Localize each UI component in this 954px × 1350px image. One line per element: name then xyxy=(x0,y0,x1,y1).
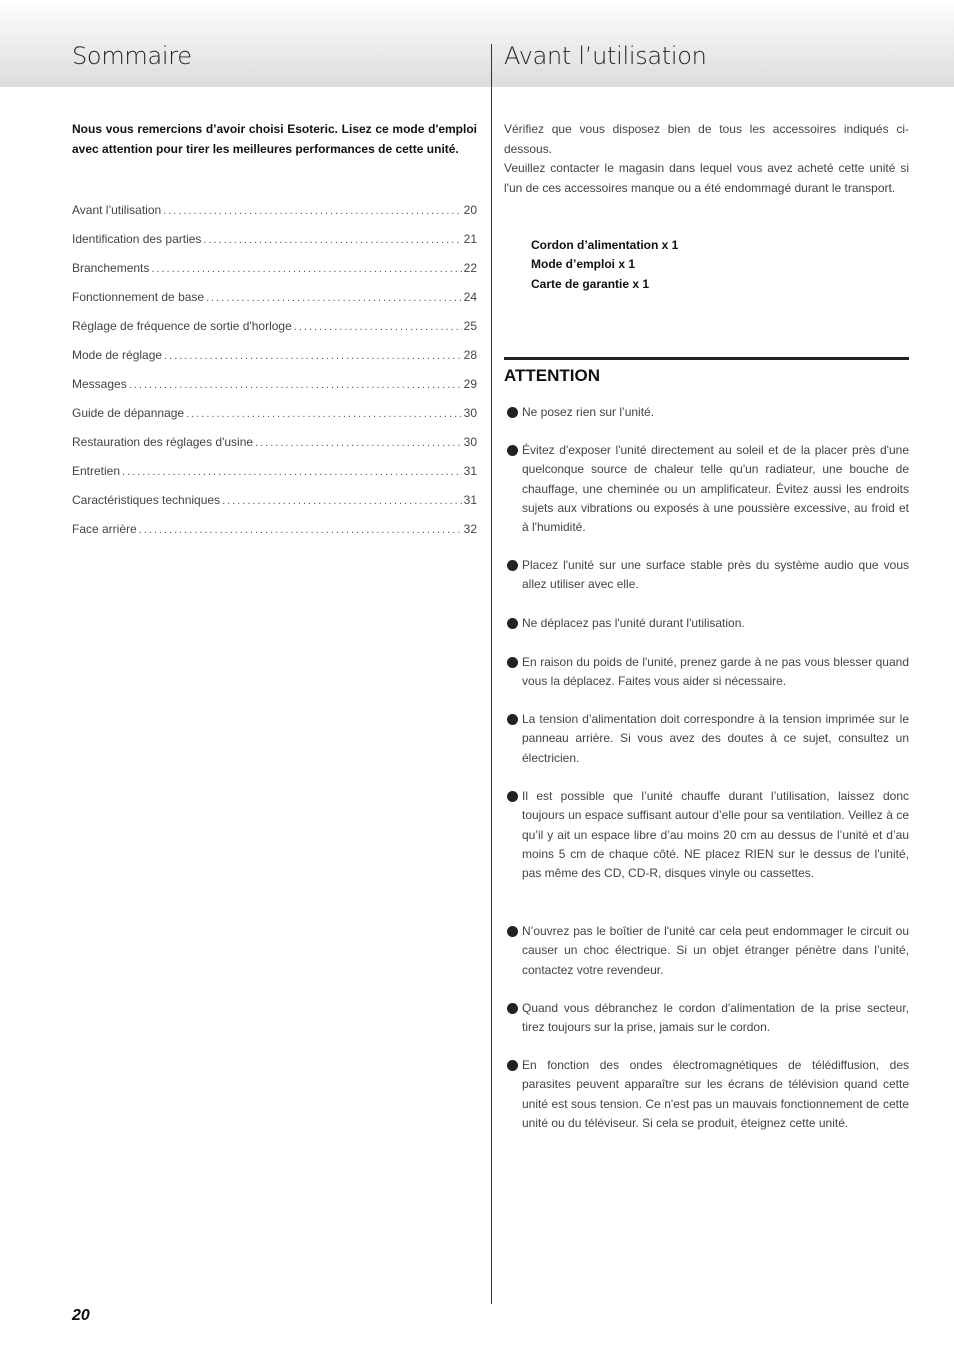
toc-label: Réglage de fréquence de sortie d'horloge xyxy=(72,319,292,333)
accessory-item: Carte de garantie x 1 xyxy=(531,276,650,291)
toc-label: Avant l’utilisation xyxy=(72,203,162,217)
toc-label: Fonctionnement de base xyxy=(72,290,205,304)
toc-entry-branchements[interactable] xyxy=(72,261,477,290)
toc-entry-identification[interactable] xyxy=(72,232,477,261)
toc-label: Caractéristiques techniques xyxy=(72,493,221,507)
attention-item xyxy=(504,787,909,883)
attention-item xyxy=(504,922,909,980)
bullet-icon xyxy=(507,1060,518,1071)
toc-page: 22 xyxy=(463,261,477,275)
attention-item-text: En fonction des ondes électromagnétiques de télédiffusion, des parasites peuvent apparaître sur les écrans de télévision quand cette unité est sous tension. Ce n'est pas un mauvais fonctionnement de cette unité ou du téléviseur. Si cela se produit, éteignez cette unité. xyxy=(522,1058,909,1130)
toc-leader xyxy=(294,321,462,333)
bullet-icon xyxy=(507,926,518,937)
intro-text: Nous vous remercions d’avoir choisi Esoteric. Lisez ce mode d'emploi avec attention pour tirer les meilleures performances de cette unité. xyxy=(72,122,477,156)
toc-entry-depannage[interactable] xyxy=(72,406,477,435)
toc-label: Guide de dépannage xyxy=(72,406,185,420)
toc-page: 31 xyxy=(463,464,477,478)
toc-page: 24 xyxy=(463,290,477,304)
attention-item xyxy=(504,556,909,595)
bullet-icon xyxy=(507,560,518,571)
toc-page: 30 xyxy=(463,435,477,449)
toc-entry-mode-reglage[interactable] xyxy=(72,348,477,377)
toc-title: Sommaire xyxy=(72,42,192,70)
attention-item-text: Ne posez rien sur l’unité. xyxy=(522,405,655,419)
toc-entry-reglage-frequence[interactable] xyxy=(72,319,477,348)
page-number: 20 xyxy=(72,1307,90,1324)
bullet-icon xyxy=(507,407,518,418)
attention-item-text: N’ouvrez pas le boîtier de l'unité car cela peut endommager le circuit ou causer un choc électrique. Si un objet étranger pénètre dans l’unité, contactez votre revendeur. xyxy=(522,924,909,977)
toc-entry-caracteristiques[interactable] xyxy=(72,493,477,522)
accessory-item: Cordon d’alimentation x 1 xyxy=(531,238,679,252)
toc-label: Identification des parties xyxy=(72,232,202,246)
toc-page: 30 xyxy=(463,406,477,420)
toc-leader xyxy=(203,234,461,246)
attention-item xyxy=(504,999,909,1038)
toc-page: 29 xyxy=(463,377,477,391)
toc-entry-entretien[interactable] xyxy=(72,464,477,493)
toc-page: 20 xyxy=(463,203,477,217)
attention-item-text: Placez l'unité sur une surface stable près du système audio que vous allez utiliser avec elle. xyxy=(522,558,909,592)
toc-leader xyxy=(222,495,462,507)
toc-entry-avant-utilisation[interactable] xyxy=(72,203,477,232)
accessories-contact-note: Veuillez contacter le magasin dans lequel vous avez acheté cette unité si l'un de ces accessoires manque ou a été endommagé durant le transport. xyxy=(504,161,909,195)
toc-entry-messages[interactable] xyxy=(72,377,477,406)
toc-label: Face arrière xyxy=(72,522,137,536)
toc-entry-face-arriere[interactable] xyxy=(72,522,477,551)
toc-leader xyxy=(122,466,462,478)
bullet-icon xyxy=(507,1003,518,1014)
attention-item-text: La tension d’alimentation doit correspondre à la tension imprimée sur le panneau arrière. Si vous avez des doutes à ce sujet, consultez un électricien. xyxy=(522,712,909,765)
toc-label: Mode de réglage xyxy=(72,348,163,362)
toc-leader xyxy=(163,205,461,217)
attention-item xyxy=(504,614,909,633)
attention-item xyxy=(504,403,909,422)
attention-item xyxy=(504,441,909,537)
toc-label: Entretien xyxy=(72,464,121,478)
toc-leader xyxy=(139,524,462,536)
toc-page: 31 xyxy=(463,493,477,507)
toc-leader xyxy=(206,292,462,304)
toc-leader xyxy=(186,408,462,420)
toc-entry-restauration[interactable] xyxy=(72,435,477,464)
bullet-icon xyxy=(507,791,518,802)
toc-leader xyxy=(151,263,461,275)
toc-leader xyxy=(129,379,462,391)
toc-leader xyxy=(255,437,462,449)
attention-item-text: Évitez d'exposer l'unité directement au soleil et de la placer près d'une quelconque source de chaleur telle qu'un radiateur, une bouche de chauffage, une cheminée ou un amplificateur. Évitez aussi les endroits sujets aux vibrations ou exposés à une poussière excessive, au froid et à l'humidité. xyxy=(522,443,909,535)
attention-rule xyxy=(504,357,909,360)
bullet-icon xyxy=(507,618,518,629)
toc-page: 21 xyxy=(463,232,477,246)
toc-page: 28 xyxy=(463,348,477,362)
toc-page: 25 xyxy=(463,319,477,333)
attention-heading: ATTENTION xyxy=(504,366,601,385)
toc-leader xyxy=(164,350,462,362)
attention-item-text: Quand vous débranchez le cordon d'alimentation de la prise secteur, tirez toujours sur la prise, jamais sur le cordon. xyxy=(522,1001,909,1035)
attention-item xyxy=(504,653,909,692)
toc-page: 32 xyxy=(463,522,477,536)
column-divider xyxy=(491,44,492,1304)
attention-item-text: Il est possible que l’unité chauffe durant l’utilisation, laissez donc toujours un espace suffisant autour d’elle pour sa ventilation. Veillez à ce qu’il y ait un espace libre d’au moins 20 cm au dessus de l’unité et d’au moins 5 cm de chaque côté. NE placez RIEN sur le dessus de l'unité, pas même des CD, CD-R, disques vinyle ou cassettes. xyxy=(522,789,909,881)
toc-label: Branchements xyxy=(72,261,150,275)
bullet-icon xyxy=(507,445,518,456)
accessories-intro: Vérifiez que vous disposez bien de tous les accessoires indiqués ci-dessous. xyxy=(504,122,909,156)
accessory-item: Mode d’emploi x 1 xyxy=(531,257,636,272)
bullet-icon xyxy=(507,657,518,668)
toc-label: Messages xyxy=(72,377,127,391)
attention-item xyxy=(504,710,909,768)
section-title: Avant l’utilisation xyxy=(504,42,707,70)
attention-item xyxy=(504,1056,909,1133)
bullet-icon xyxy=(507,714,518,725)
toc-label: Restauration des réglages d'usine xyxy=(72,435,254,449)
accessories-list xyxy=(531,236,678,294)
attention-item-text: En raison du poids de l'unité, prenez garde à ne pas vous blesser quand vous la déplacez. Faites vous aider si nécessaire. xyxy=(522,655,909,689)
toc-entry-fonctionnement[interactable] xyxy=(72,290,477,319)
attention-item-text: Ne déplacez pas l'unité durant l'utilisation. xyxy=(522,616,745,630)
table-of-contents xyxy=(72,203,477,551)
